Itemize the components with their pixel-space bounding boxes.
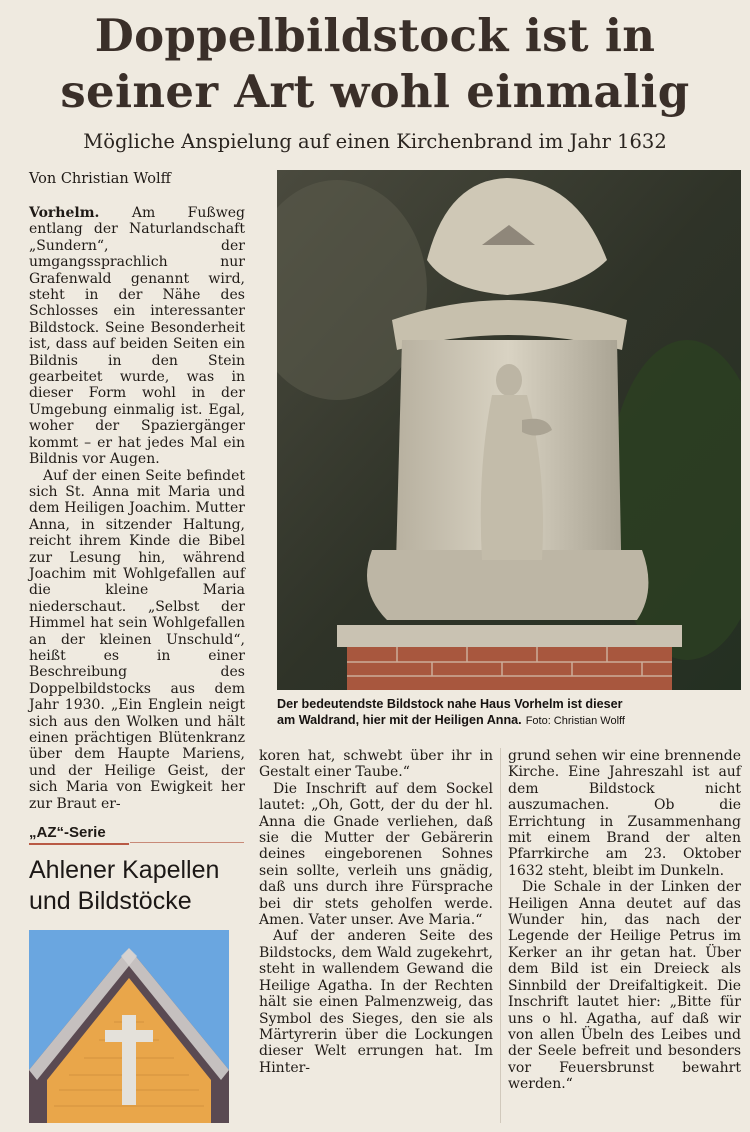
chapel-gable-photo <box>29 930 229 1123</box>
series-title-line-2: und Bildstöcke <box>29 887 192 915</box>
byline: Von Christian Wolff <box>29 171 171 187</box>
paragraph-text: Am Fußweg entlang der Naturlandschaft „Sundern“, der umgangssprachlich nur Grafenwald genannt wird, steht in der Nähe des Schlosses ein interessanter Bildstock. Seine Besonderheit ist, dass auf beiden Seiten ein Bildnis in den Stein gearbeitet wurde, was in dieser Form wohl in der Umgebung einmalig ist. Egal, woher der Spaziergänger kommt – er hat jedes Mal ein Bildnis vor Augen. <box>29 205 245 468</box>
article-column-1 <box>29 205 245 812</box>
dateline: Vorhelm. <box>29 205 100 221</box>
paragraph <box>29 205 245 468</box>
paragraph: Die Inschrift auf dem Sockel lautet: „Oh, Gott, der du der hl. Anna die Gnade verliehen, daß sie die Mutter der Gebärerin deines eingeborenen Sohnes sein sollte, verleih uns gnädig, daß uns durch ihre Fürsprache bei dir stets geholfen werde. Amen. Vater unser. Ave Maria.“ <box>259 780 493 929</box>
photo-credit: Foto: Christian Wolff <box>525 715 625 727</box>
paragraph: Auf der einen Seite befindet sich St. Anna mit Maria und dem Heiligen Joachim. Mutter Anna, in sitzender Haltung, reicht ihrem Kinde die Bibel zur Lesung hin, während Joachim mit Wohlgefallen auf die kleine Maria niederschaut. „Selbst der Himmel hat sein Wohlgefallen an der kleinen Unschuld“, heißt es in einer Beschreibung des Doppelbildstocks aus dem Jahr 1930. „Ein Englein neigt sich aus den Wolken und hält einen prächtigen Blütenkranz über dem Haupte Mariens, und der Heilige Geist, der sich Maria von Ewigkeit her zur Braut er- <box>29 467 245 812</box>
series-kicker: „AZ“-Serie <box>29 824 129 845</box>
paragraph: Die Schale in der Linken der Heiligen Anna deutet auf das Wunder hin, das nach der Legende der Heilige Petrus im Kerker an ihr getan hat. Über dem Bild ist ein Dreieck als Sinnbild der Dreifaltigkeit. Die Inschrift lautet hier: „Bitte für uns o hl. Agatha, auf daß wir von allen Übeln des Leibes und der Seele befreit und besonders vor Feuersbrunst bewahrt werden.“ <box>508 879 741 1093</box>
series-title <box>29 855 249 917</box>
caption-line-2-text: am Waldrand, hier mit der Heiligen Anna. <box>277 713 522 727</box>
paragraph: grund sehen wir eine brennende Kirche. Eine Jahreszahl ist auf dem Bildstock nicht auszumachen. Ob die Errichtung in Zusammenhang mit einem Brand der alten Pfarrkirche am 23. Oktober 1632 steht, bleibt im Dunkeln. <box>508 748 741 879</box>
series-title-line-1: Ahlener Kapellen <box>29 856 220 884</box>
subheadline: Mögliche Anspielung auf einen Kirchenbrand im Jahr 1632 <box>83 130 667 153</box>
headline-line-2: seiner Art wohl einmalig <box>60 65 690 118</box>
article-column-2 <box>259 748 493 1076</box>
wayside-shrine-image <box>277 170 741 690</box>
chapel-gable-image <box>29 930 229 1123</box>
paragraph: Auf der anderen Seite des Bildstocks, dem Wald zugekehrt, steht in wallendem Gewand die Heilige Agatha. In der Rechten hält sie einen Palmenzweig, das Symbol des Sieges, den sie als Märtyrerin über die Lockungen dieser Welt errungen hat. Im Hinter- <box>259 928 493 1076</box>
photo-caption <box>277 696 747 729</box>
wayside-shrine-photo <box>277 170 741 690</box>
article-column-3 <box>508 748 741 1093</box>
caption-line-2 <box>277 712 747 729</box>
headline-line-1: Doppelbildstock ist in <box>94 9 656 62</box>
column-divider <box>500 748 501 1123</box>
series-rule <box>130 842 244 843</box>
headline <box>0 8 750 120</box>
paragraph: koren hat, schwebt über ihr in Gestalt einer Taube.“ <box>259 748 493 781</box>
caption-line-1: Der bedeutendste Bildstock nahe Haus Vorhelm ist dieser <box>277 697 623 711</box>
